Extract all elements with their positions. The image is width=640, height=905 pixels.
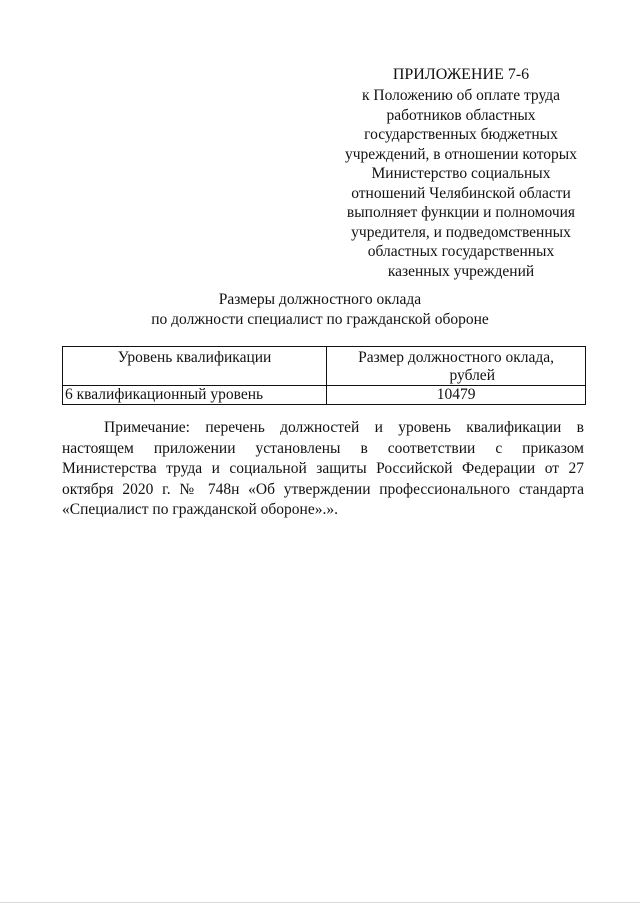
header-salary-line-1: Размер должностного оклада, [358,349,554,366]
appendix-line: отношений Челябинской области [351,184,571,202]
salary-table [62,346,586,405]
cell-amount: 10479 [327,386,586,405]
appendix-header [338,64,584,281]
scan-edge-line [0,902,640,903]
title-line-1: Размеры должностного оклада [218,291,422,308]
appendix-number: ПРИЛОЖЕНИЕ 7-6 [392,66,530,83]
appendix-line: учреждений, в отношении которых [345,145,577,163]
appendix-line: выполняет функции и полномочия [346,204,576,221]
header-salary-line-2: рублей [449,367,495,384]
document-title [0,290,640,330]
appendix-line: работников областных [386,106,536,124]
table-row [63,386,586,405]
title-line-2: по должности специалист по гражданской обороне [151,311,489,328]
appendix-line: областных государственных [367,243,555,260]
cell-level: 6 квалификационный уровень [63,386,327,405]
appendix-line: государственных бюджетных [364,126,558,143]
appendix-line: казенных учреждений [387,262,535,280]
appendix-line: учредителя, и подведомственных [351,223,571,241]
header-level: Уровень квалификации [63,347,327,386]
header-salary [327,347,586,386]
table-header-row [63,347,586,386]
note-paragraph: Примечание: перечень должностей и уровень квалификации в настоящем приложении установлены в соответствии с приказом Министерства труда и социальной защиты Российской Федерации от 27 октября 2020 г. № 748н «Об утверждении профессионального стандарта «Специалист по гражданской обороне».». [62,419,584,518]
appendix-line: Министерство социальных [371,165,551,182]
appendix-line: к Положению об оплате труда [361,87,561,104]
